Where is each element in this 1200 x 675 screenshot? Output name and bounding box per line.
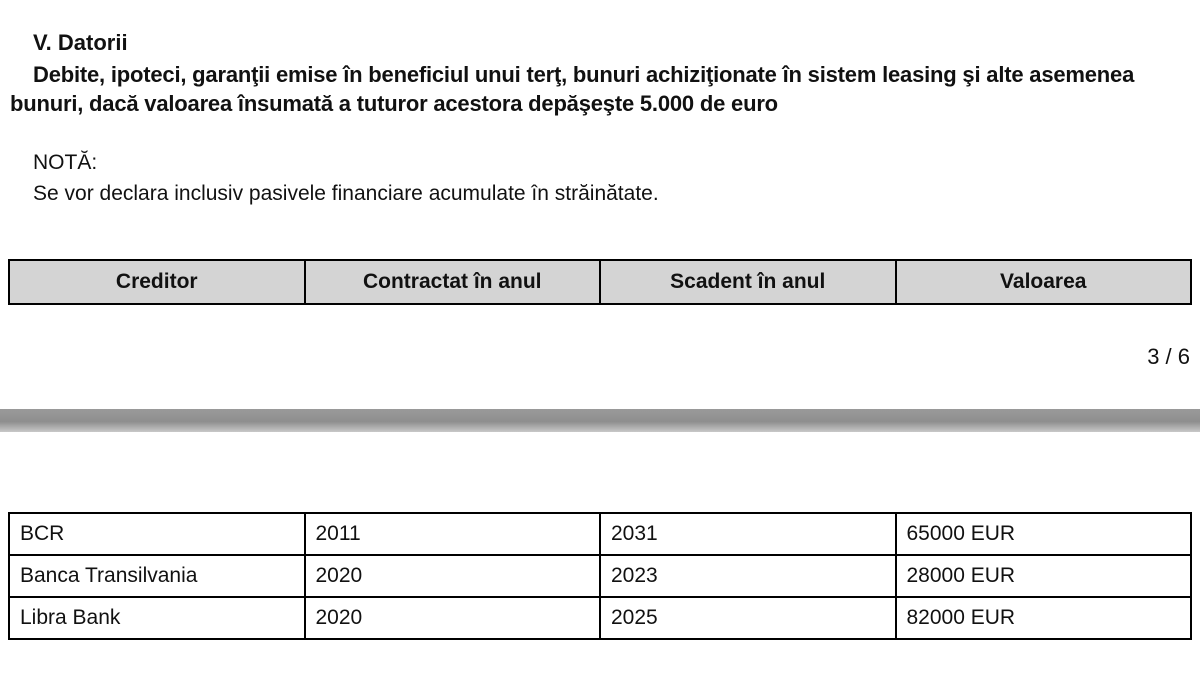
table-row bbox=[9, 513, 1191, 555]
column-header-creditor: Creditor bbox=[9, 260, 305, 304]
column-header-contract-year: Contractat în anul bbox=[305, 260, 601, 304]
creditor-cell: Libra Bank bbox=[9, 597, 305, 639]
due-year-cell: 2025 bbox=[600, 597, 896, 639]
debts-table-body bbox=[8, 512, 1192, 640]
column-header-value: Valoarea bbox=[896, 260, 1192, 304]
section-description: Debite, ipoteci, garanţii emise în beneficiul unui terţ, bunuri achiziţionate în sistem leasing şi alte asemenea bunuri, dacă valoarea însumată a tuturor acestora depăşeşte 5.000 de euro bbox=[10, 62, 1135, 116]
page-break-separator bbox=[0, 409, 1200, 432]
value-cell: 82000 EUR bbox=[896, 597, 1192, 639]
page-number: 3 / 6 bbox=[1147, 344, 1190, 369]
debts-table-header bbox=[8, 259, 1192, 305]
contract-year-cell: 2020 bbox=[305, 555, 601, 597]
section-title: V. Datorii bbox=[33, 30, 128, 55]
table-row bbox=[9, 555, 1191, 597]
creditor-cell: BCR bbox=[9, 513, 305, 555]
value-cell: 65000 EUR bbox=[896, 513, 1192, 555]
due-year-cell: 2031 bbox=[600, 513, 896, 555]
table-header-row bbox=[9, 260, 1191, 304]
contract-year-cell: 2020 bbox=[305, 597, 601, 639]
nota-label: NOTĂ: bbox=[33, 151, 98, 174]
column-header-due-year: Scadent în anul bbox=[600, 260, 896, 304]
creditor-cell: Banca Transilvania bbox=[9, 555, 305, 597]
value-cell: 28000 EUR bbox=[896, 555, 1192, 597]
contract-year-cell: 2011 bbox=[305, 513, 601, 555]
nota-text: Se vor declara inclusiv pasivele financiare acumulate în străinătate. bbox=[33, 182, 659, 205]
due-year-cell: 2023 bbox=[600, 555, 896, 597]
table-row bbox=[9, 597, 1191, 639]
